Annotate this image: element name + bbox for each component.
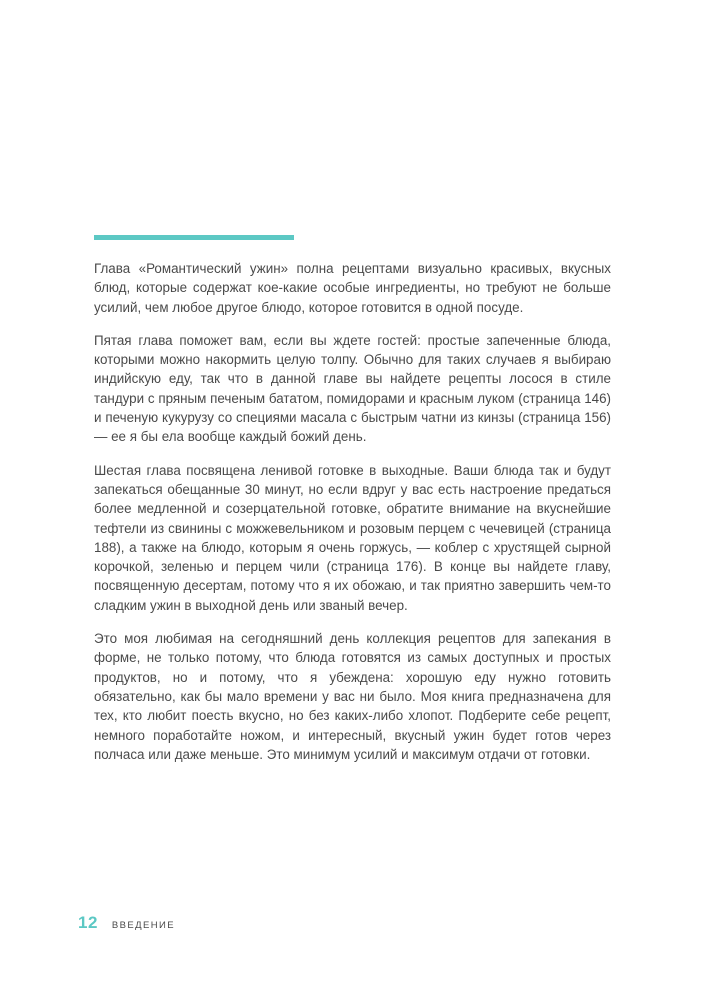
paragraph-3: Шестая глава посвящена ленивой готовке в выходные. Ваши блюда так и будут запекаться обещанные 30 минут, но если вдруг у вас есть настроение предаться более медленной и созерцательной готовке, обратите внимание на вкуснейшие тефтели из свинины с можжевельником и розовым перцем с чечевицей (страница 188), а также на блюдо, которым я очень горжусь, — коблер с хрустящей сырной корочкой, зеленью и перцем чили (страница 176). В конце вы найдете главу, посвященную десертам, потому что я их обожаю, и так приятно завершить чем-то сладким ужин в выходной день или званый вечер. [94, 462, 611, 613]
paragraph-4: Это моя любимая на сегодняшний день коллекция рецептов для запекания в форме, не только потому, что блюда готовятся из самых доступных и простых продуктов, но и потому, что я убеждена: хорошую еду нужно готовить обязательно, как бы мало времени у вас ни было. Моя книга предназначена для тех, кто любит поесть вкусно, но без каких-либо хлопот. Подберите себе рецепт, немного поработайте ножом, и интересный, вкусный ужин будет готов через полчаса или даже меньше. Это минимум усилий и максимум отдачи от готовки. [94, 631, 611, 762]
body-text [94, 259, 611, 778]
accent-rule [94, 235, 294, 240]
paragraph-2: Пятая глава поможет вам, если вы ждете гостей: простые запеченные блюда, которыми можно накормить целую толпу. Обычно для таких случаев я выбираю индийскую еду, так что в данной главе вы найдете рецепты лосося в стиле тандури с пряным печеным бататом, помидорами и красным луком (страница 146) и печеную кукурузу со специями масала с быстрым чатни из кинзы (страница 156) — ее я бы ела вообще каждый божий день. [94, 332, 611, 445]
paragraph-1: Глава «Романтический ужин» полна рецептами визуально красивых, вкусных блюд, которые содержат кое-какие особые ингредиенты, но требуют не больше усилий, чем любое другое блюдо, которое готовится в одной посуде. [94, 261, 611, 315]
page-number: 12 [78, 913, 98, 932]
section-label: ВВЕДЕНИЕ [111, 920, 175, 931]
page-footer [78, 913, 175, 939]
